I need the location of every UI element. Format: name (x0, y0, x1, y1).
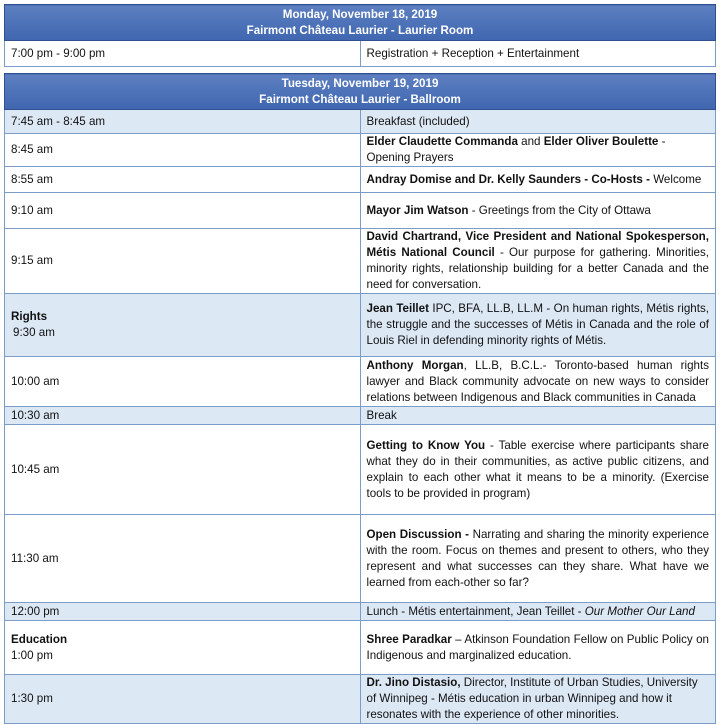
description-text: Director, Institute of Urban Studies, University of Winnipeg - Métis education in urban Winnipeg and how it resonates with the experience of other minorities. (366, 676, 698, 721)
time-cell: 10:00 am (5, 357, 361, 407)
speaker-name: Dr. Jino Distasio, (366, 676, 461, 689)
description-cell (360, 110, 716, 134)
time-cell: 8:45 am (5, 134, 361, 167)
speaker-name: Elder Oliver Boulette (543, 135, 659, 148)
table-row (5, 41, 716, 67)
description-text: Break (366, 408, 397, 422)
table-row (5, 621, 716, 675)
time-cell: 7:45 am - 8:45 am (5, 110, 361, 134)
time-cell: 8:55 am (5, 167, 361, 193)
time-text: 1:00 pm (11, 648, 53, 662)
description-text: - Our purpose for gathering. Minorities, minority rights, relationship building for a better Canada and the need for conversation. (366, 246, 709, 291)
description-text: Breakfast (included) (366, 114, 470, 128)
table-row (5, 193, 716, 229)
table-row (5, 603, 716, 621)
spacer (5, 67, 716, 74)
table-row (5, 110, 716, 134)
schedule-table (4, 4, 716, 724)
table-row (5, 294, 716, 357)
speaker-name: Jean Teillet (366, 302, 429, 315)
day-venue: Fairmont Château Laurier - Laurier Room (246, 23, 474, 37)
activity-title: Open Discussion - (366, 527, 470, 541)
time-cell (5, 294, 361, 357)
time-cell: 9:15 am (5, 229, 361, 294)
description-cell (360, 134, 716, 167)
description-text: Lunch - Métis entertainment, Jean Teillet - (366, 604, 585, 618)
table-row (5, 357, 716, 407)
description-cell (360, 294, 716, 357)
description-text: Welcome (649, 172, 702, 186)
speaker-name: Anthony Morgan (366, 358, 464, 372)
day-header-cell (5, 74, 716, 110)
time-cell (5, 621, 361, 675)
time-cell: 1:30 pm (5, 675, 361, 724)
section-label: Rights (11, 310, 48, 323)
table-row (5, 425, 716, 515)
description-text: Narrating and sharing the minority experience with the room. Focus on themes and present to others, who they represent and what successes can they share. What have we learned from each-other so far? (366, 527, 709, 589)
performance-title: Our Mother Our Land (584, 604, 695, 618)
description-text: – Atkinson Foundation Fellow on Public Policy on Indigenous and marginalized education. (366, 632, 709, 662)
speaker-name: Mayor Jim Watson (366, 203, 469, 217)
description-cell (360, 515, 716, 603)
description-cell: Registration + Reception + Entertainment (360, 41, 716, 67)
description-cell (360, 407, 716, 425)
description-text: - Table exercise where participants share what they do in their communities, as active public citizens, and explain to each other what it means to be a minority. (Exercise tools to be provided in program) (366, 438, 710, 500)
description-text: - Greetings from the City of Ottawa (468, 203, 651, 217)
time-cell: 7:00 pm - 9:00 pm (5, 41, 361, 67)
time-cell: 10:45 am (5, 425, 361, 515)
table-row (5, 134, 716, 167)
speaker-name: Andray Domise and Dr. Kelly Saunders - Co-Hosts - (366, 172, 650, 186)
description-cell (360, 675, 716, 724)
activity-title: Getting to Know You (366, 438, 486, 452)
table-row (5, 675, 716, 724)
description-cell (360, 425, 716, 515)
description-cell (360, 229, 716, 294)
day-header-cell (5, 5, 716, 41)
description-cell (360, 167, 716, 193)
table-row (5, 167, 716, 193)
description-text: , LL.B, B.C.L.- Toronto-based human rights lawyer and Black community advocate on new ways to consider relations between Indigenous and Black communities in Canada (366, 358, 710, 404)
time-text: 9:30 am (13, 326, 55, 339)
table-row (5, 407, 716, 425)
table-row (5, 229, 716, 294)
connector-text: and (517, 135, 544, 148)
description-text: IPC, BFA, LL.B, LL.M - On human rights, Métis rights, the struggle and the successes of Métis in Canada and the role of Louis Riel in defending minority rights of Métis. (366, 302, 709, 347)
day-header-tuesday (5, 74, 716, 110)
section-label: Education (11, 632, 68, 646)
time-cell: 9:10 am (5, 193, 361, 229)
day-title: Monday, November 18, 2019 (282, 7, 438, 21)
description-cell (360, 603, 716, 621)
description-text: - Opening Prayers (366, 135, 666, 164)
description-cell (360, 621, 716, 675)
speaker-name: Elder Claudette Commanda (366, 135, 518, 148)
table-row (5, 515, 716, 603)
description-cell (360, 357, 716, 407)
day-header-monday (5, 5, 716, 41)
speaker-name: Shree Paradkar (366, 632, 452, 646)
day-title: Tuesday, November 19, 2019 (281, 76, 439, 90)
day-venue: Fairmont Château Laurier - Ballroom (259, 92, 461, 106)
time-cell: 11:30 am (5, 515, 361, 603)
speaker-name: David Chartrand, Vice President and National Spokesperson, Métis National Council (366, 230, 709, 259)
time-cell: 10:30 am (5, 407, 361, 425)
time-cell: 12:00 pm (5, 603, 361, 621)
description-cell (360, 193, 716, 229)
